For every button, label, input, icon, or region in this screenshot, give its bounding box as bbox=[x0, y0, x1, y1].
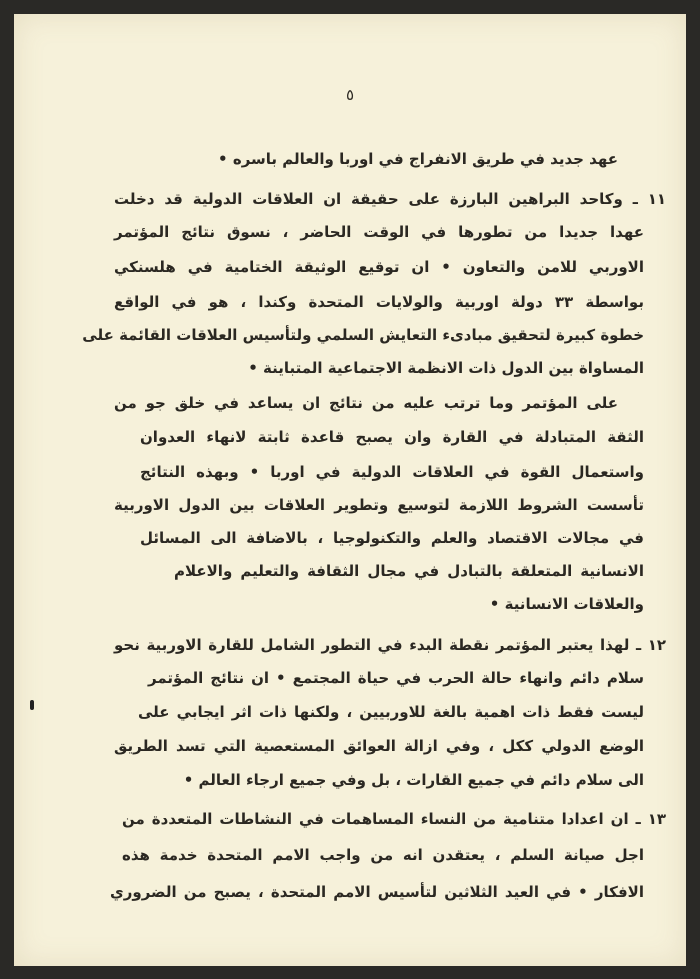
text-line: على المؤتمر وما ترتب عليه من نتائج ان يساعد في خلق جو من bbox=[114, 394, 618, 412]
text-line: الانسانية المتعلقة بالتبادل في مجال الثقافة والتعليم والاعلام bbox=[174, 562, 644, 580]
text-line: المساواة بين الدول ذات الانظمة الاجتماعية المتباينة • bbox=[248, 359, 644, 377]
text-line: سلام دائم وانهاء حالة الحرب في حياة المجتمع • ان نتائج المؤتمر bbox=[148, 669, 644, 687]
text-line: الثقة المتبادلة في القارة وان يصبح قاعدة ثابتة لانهاء العدوان bbox=[140, 428, 644, 446]
text-line: ليست فقط ذات اهمية بالغة للاوربيين ، ولكنها ذات اثر ايجابي على bbox=[138, 703, 644, 721]
text-line: عهدا جديدا من تطورها في الوقت الحاضر ، نسوق نتائج المؤتمر bbox=[114, 223, 644, 241]
text-line: في مجالات الاقتصاد والعلم والتكنولوجيا ، بالاضافة الى المسائل bbox=[140, 529, 644, 547]
paragraph-11-line: ١١ ـ وكاحد البراهين البارزة على حقيقة ان العلاقات الدولية قد دخلت bbox=[114, 190, 666, 208]
text-line: عهد جديد في طريق الانفراج في اوربا والعالم باسره • bbox=[218, 150, 618, 168]
document-page bbox=[14, 14, 686, 966]
text-line: والعلاقات الانسانية • bbox=[489, 595, 644, 613]
text-line: الى سلام دائم في جميع القارات ، بل وفي جميع ارجاء العالم • bbox=[183, 771, 644, 789]
text-line: الوضع الدولي ككل ، وفي ازالة العوائق المستعصية التي تسد الطريق bbox=[114, 737, 644, 755]
text-line: تأسست الشروط اللازمة لتوسيع وتطوير العلاقات بين الدول الاوربية bbox=[114, 496, 644, 514]
text-line: واستعمال القوة في العلاقات الدولية في اوربا • وبهذه النتائج bbox=[140, 463, 644, 481]
page-number: ٥ bbox=[345, 86, 355, 104]
text-line: بواسطة ٣٣ دولة اوربية والولايات المتحدة وكندا ، هو في الواقع bbox=[114, 293, 644, 311]
text-line: اجل صيانة السلم ، يعتقدن انه من واجب الامم المتحدة خدمة هذه bbox=[122, 846, 644, 864]
paragraph-12-line: ١٢ ـ لهذا يعتبر المؤتمر نقطة البدء في التطور الشامل للقارة الاوربية نحو bbox=[114, 636, 666, 654]
text-line: الافكار • في العيد الثلاثين لتأسيس الامم المتحدة ، يصبح من الضروري bbox=[110, 883, 644, 901]
text-line: الاوربي للامن والتعاون • ان توقيع الوثيقة الختامية في هلسنكي bbox=[114, 258, 644, 276]
text-line: خطوة كبيرة لتحقيق مبادىء التعايش السلمي ولتأسيس العلاقات القائمة على bbox=[82, 326, 644, 344]
scan-mark bbox=[30, 700, 34, 710]
paragraph-13-line: ١٣ ـ ان اعدادا متنامية من النساء المساهمات في النشاطات المتعددة من bbox=[122, 810, 666, 828]
